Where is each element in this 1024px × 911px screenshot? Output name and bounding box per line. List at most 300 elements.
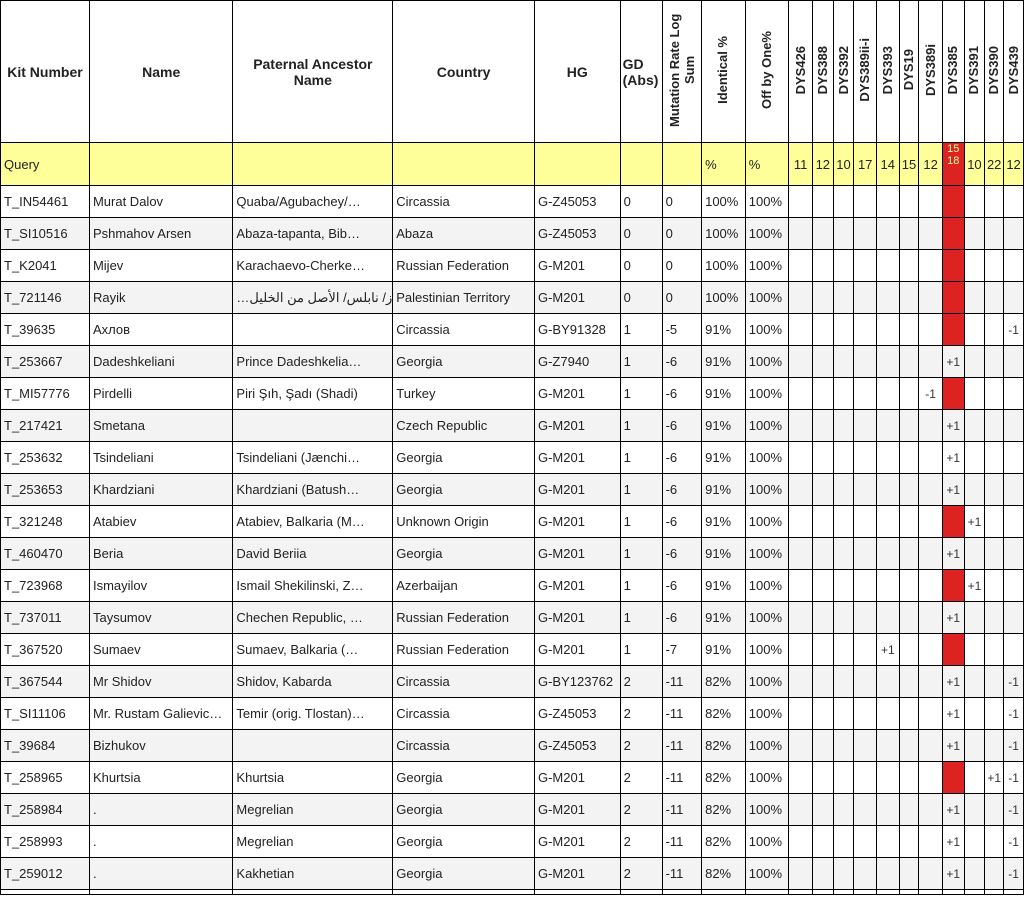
dys391-cell: [964, 346, 985, 378]
col-header-dys426[interactable]: DYS426: [789, 1, 813, 143]
hg-cell: G-BY123762: [534, 666, 620, 698]
paternal-ancestor-cell: Karachaevo-Cherke…: [233, 250, 393, 282]
dys439-cell: [1004, 474, 1024, 506]
name-cell: Mijev: [89, 250, 232, 282]
dys388-cell: [812, 634, 833, 666]
dys390-cell: [985, 282, 1004, 314]
dys385-mismatch-marker: [942, 378, 964, 410]
kit-number-cell[interactable]: T_258993: [1, 826, 90, 858]
query-dys389ii-i: 17: [854, 143, 877, 186]
dys385-cell: +1: [942, 698, 964, 730]
dys388-cell: [812, 250, 833, 282]
identical-cell: 91%: [702, 314, 746, 346]
identical-cell: 100%: [702, 250, 746, 282]
gd-cell: 1: [620, 602, 662, 634]
table-row[interactable]: [1, 858, 1024, 890]
kit-number-cell[interactable]: T_253667: [1, 346, 90, 378]
mutation-rate-cell: -6: [662, 410, 702, 442]
dys390-cell: +1: [985, 762, 1004, 794]
table-row[interactable]: [1, 826, 1024, 858]
kit-number-cell[interactable]: T_721146: [1, 282, 90, 314]
dys390-cell: [985, 698, 1004, 730]
partial-cell: [1004, 890, 1024, 895]
dys439-cell: [1004, 634, 1024, 666]
table-row[interactable]: [1, 378, 1024, 410]
table-row[interactable]: [1, 186, 1024, 218]
dys385-mismatch-marker: [942, 218, 964, 250]
dys426-cell: [789, 730, 813, 762]
dys385-cell: +1: [942, 410, 964, 442]
dys391-cell: [964, 730, 985, 762]
table-row[interactable]: [1, 794, 1024, 826]
dys392-cell: [833, 346, 854, 378]
dys389i-cell: [919, 666, 943, 698]
dys390-cell: [985, 570, 1004, 602]
paternal-ancestor-cell: [233, 410, 393, 442]
dys393-cell: [876, 186, 899, 218]
name-cell: Khardziani: [89, 474, 232, 506]
dys426-cell: [789, 570, 813, 602]
dys426-cell: [789, 218, 813, 250]
dys389i-cell: [919, 730, 943, 762]
col-header-dys388[interactable]: DYS388: [812, 1, 833, 143]
hg-cell: G-M201: [534, 250, 620, 282]
paternal-ancestor-cell: Prince Dadeshkelia…: [233, 346, 393, 378]
query-cell: [620, 143, 662, 186]
query-cell: [393, 143, 535, 186]
col-header-hg[interactable]: HG: [534, 1, 620, 143]
dys426-cell: [789, 346, 813, 378]
country-cell: Czech Republic: [393, 410, 535, 442]
dys388-cell: [812, 794, 833, 826]
off-by-one-cell: 100%: [745, 218, 789, 250]
dys426-cell: [789, 538, 813, 570]
col-header-dys393[interactable]: DYS393: [876, 1, 899, 143]
hg-cell: G-Z45053: [534, 698, 620, 730]
name-cell: Tsindeliani: [89, 442, 232, 474]
dys390-cell: [985, 442, 1004, 474]
identical-cell: 82%: [702, 762, 746, 794]
dys385-mismatch-marker: [942, 506, 964, 538]
dys388-cell: [812, 730, 833, 762]
col-header-dys439[interactable]: DYS439: [1004, 1, 1024, 143]
dys389ii-i-cell: [854, 858, 877, 890]
dys439-cell: -1: [1004, 698, 1024, 730]
col-header-mutation-rate[interactable]: Mutation Rate Log Sum: [662, 1, 702, 143]
off-by-one-cell: 100%: [745, 410, 789, 442]
table-row[interactable]: [1, 474, 1024, 506]
dys426-cell: [789, 186, 813, 218]
dys389i-cell: -1: [919, 378, 943, 410]
country-cell: Turkey: [393, 378, 535, 410]
table-row[interactable]: [1, 570, 1024, 602]
mutation-rate-cell: -11: [662, 858, 702, 890]
off-by-one-cell: 100%: [745, 442, 789, 474]
dys391-cell: [964, 826, 985, 858]
col-header-dys19[interactable]: DYS19: [899, 1, 919, 143]
identical-cell: 91%: [702, 474, 746, 506]
dys389ii-i-cell: [854, 218, 877, 250]
dys389ii-i-cell: [854, 666, 877, 698]
dys389i-cell: [919, 538, 943, 570]
name-cell: Atabiev: [89, 506, 232, 538]
dys391-cell: [964, 762, 985, 794]
country-cell: Georgia: [393, 762, 535, 794]
identical-cell: 91%: [702, 634, 746, 666]
hg-cell: G-M201: [534, 410, 620, 442]
dys392-cell: [833, 826, 854, 858]
table-row[interactable]: [1, 666, 1024, 698]
table-row[interactable]: [1, 282, 1024, 314]
dys388-cell: [812, 186, 833, 218]
dys390-cell: [985, 826, 1004, 858]
col-header-paternal-ancestor[interactable]: Paternal Ancestor Name: [233, 1, 393, 143]
name-cell: Pirdelli: [89, 378, 232, 410]
col-header-dys385[interactable]: DYS385: [942, 1, 964, 143]
kit-number-cell[interactable]: T_723968: [1, 570, 90, 602]
partial-cell: [233, 890, 393, 895]
hg-cell: G-M201: [534, 602, 620, 634]
query-cell: [534, 143, 620, 186]
dys389i-cell: [919, 186, 943, 218]
table-row[interactable]: [1, 730, 1024, 762]
name-cell: Dadeshkeliani: [89, 346, 232, 378]
gd-cell: 0: [620, 282, 662, 314]
table-row[interactable]: [1, 698, 1024, 730]
kit-number-cell[interactable]: T_IN54461: [1, 186, 90, 218]
name-cell: Smetana: [89, 410, 232, 442]
mutation-rate-cell: -6: [662, 346, 702, 378]
paternal-ancestor-cell: Sumaev, Balkaria (…: [233, 634, 393, 666]
col-header-dys392[interactable]: DYS392: [833, 1, 854, 143]
dys388-cell: [812, 218, 833, 250]
dys392-cell: [833, 634, 854, 666]
partial-cell: [854, 890, 877, 895]
dys426-cell: [789, 314, 813, 346]
table-row[interactable]: [1, 410, 1024, 442]
mutation-rate-cell: -11: [662, 698, 702, 730]
dys19-cell: [899, 634, 919, 666]
partial-cell: [876, 890, 899, 895]
dys19-cell: [899, 378, 919, 410]
dys389i-cell: [919, 602, 943, 634]
identical-cell: 82%: [702, 858, 746, 890]
table-row[interactable]: [1, 762, 1024, 794]
kit-number-cell[interactable]: T_258965: [1, 762, 90, 794]
dys391-cell: [964, 698, 985, 730]
identical-cell: 91%: [702, 506, 746, 538]
dys392-cell: [833, 794, 854, 826]
mutation-rate-cell: -11: [662, 826, 702, 858]
mutation-rate-cell: -6: [662, 538, 702, 570]
query-dys389i: 12: [919, 143, 943, 186]
dys19-cell: [899, 186, 919, 218]
hg-cell: G-M201: [534, 538, 620, 570]
kit-number-cell[interactable]: T_39684: [1, 730, 90, 762]
country-cell: Circassia: [393, 314, 535, 346]
dys391-cell: [964, 602, 985, 634]
name-cell: Bizhukov: [89, 730, 232, 762]
identical-cell: 82%: [702, 794, 746, 826]
dys19-cell: [899, 698, 919, 730]
name-cell: Mr. Rustam Galievic…: [89, 698, 232, 730]
off-by-one-cell: 100%: [745, 826, 789, 858]
query-off-by-one: %: [745, 143, 789, 186]
query-label: Query: [1, 143, 90, 186]
mutation-rate-cell: -11: [662, 762, 702, 794]
dys391-cell: [964, 378, 985, 410]
dys385-cell: +1: [942, 858, 964, 890]
dys389i-cell: [919, 634, 943, 666]
dys391-cell: [964, 442, 985, 474]
identical-cell: 91%: [702, 410, 746, 442]
kit-number-cell[interactable]: T_K2041: [1, 250, 90, 282]
dys390-cell: [985, 314, 1004, 346]
table-row[interactable]: [1, 250, 1024, 282]
partial-cell: [964, 890, 985, 895]
paternal-ancestor-cell: Megrelian: [233, 826, 393, 858]
country-cell: Georgia: [393, 826, 535, 858]
table-row[interactable]: [1, 442, 1024, 474]
kit-number-cell[interactable]: T_SI10516: [1, 218, 90, 250]
kit-number-cell[interactable]: T_259012: [1, 858, 90, 890]
kit-number-cell[interactable]: T_253632: [1, 442, 90, 474]
off-by-one-cell: 100%: [745, 602, 789, 634]
name-cell: Taysumov: [89, 602, 232, 634]
dys426-cell: [789, 250, 813, 282]
dys392-cell: [833, 538, 854, 570]
query-dys385: 15 18: [942, 143, 964, 186]
paternal-ancestor-cell: Chechen Republic, …: [233, 602, 393, 634]
dys426-cell: [789, 826, 813, 858]
kit-number-cell[interactable]: T_258984: [1, 794, 90, 826]
dys390-cell: [985, 378, 1004, 410]
paternal-ancestor-cell: David Beriia: [233, 538, 393, 570]
paternal-ancestor-cell: [233, 314, 393, 346]
table-row[interactable]: [1, 314, 1024, 346]
off-by-one-cell: 100%: [745, 250, 789, 282]
mutation-rate-cell: -6: [662, 474, 702, 506]
dys439-cell: -1: [1004, 794, 1024, 826]
dys389ii-i-cell: [854, 378, 877, 410]
dys390-cell: [985, 634, 1004, 666]
off-by-one-cell: 100%: [745, 314, 789, 346]
col-header-kit-number[interactable]: Kit Number: [1, 1, 90, 143]
kit-number-cell[interactable]: T_367520: [1, 634, 90, 666]
kit-number-cell[interactable]: T_MI57776: [1, 378, 90, 410]
identical-cell: 91%: [702, 538, 746, 570]
partial-cell: [662, 890, 702, 895]
col-header-identical[interactable]: Identical %: [702, 1, 746, 143]
dys389ii-i-cell: [854, 442, 877, 474]
query-row: [1, 143, 1024, 186]
off-by-one-cell: 100%: [745, 762, 789, 794]
kit-number-cell[interactable]: T_217421: [1, 410, 90, 442]
dys439-cell: -1: [1004, 730, 1024, 762]
identical-cell: 82%: [702, 698, 746, 730]
partial-cell: [702, 890, 746, 895]
dys391-cell: [964, 538, 985, 570]
dys392-cell: [833, 666, 854, 698]
dys393-cell: +1: [876, 634, 899, 666]
hg-cell: G-M201: [534, 794, 620, 826]
partial-cell: [942, 890, 964, 895]
dys393-cell: [876, 410, 899, 442]
hg-cell: G-M201: [534, 442, 620, 474]
dys390-cell: [985, 730, 1004, 762]
country-cell: Georgia: [393, 858, 535, 890]
dys389ii-i-cell: [854, 826, 877, 858]
col-header-name[interactable]: Name: [89, 1, 232, 143]
name-cell: Beria: [89, 538, 232, 570]
dys389i-cell: [919, 346, 943, 378]
kit-number-cell[interactable]: T_321248: [1, 506, 90, 538]
hg-cell: G-Z45053: [534, 730, 620, 762]
table-row[interactable]: [1, 634, 1024, 666]
dys385-mismatch-marker: [942, 762, 964, 794]
partial-cell: [745, 890, 789, 895]
paternal-ancestor-cell: Piri Şıh, Şadı (Shadi): [233, 378, 393, 410]
dys393-cell: [876, 794, 899, 826]
hg-cell: G-M201: [534, 858, 620, 890]
dys388-cell: [812, 474, 833, 506]
col-header-country[interactable]: Country: [393, 1, 535, 143]
dys389i-cell: [919, 314, 943, 346]
identical-cell: 91%: [702, 602, 746, 634]
paternal-ancestor-cell: Shidov, Kabarda: [233, 666, 393, 698]
gd-cell: 2: [620, 666, 662, 698]
dys426-cell: [789, 474, 813, 506]
query-identical: %: [702, 143, 746, 186]
dys392-cell: [833, 762, 854, 794]
col-header-dys390[interactable]: DYS390: [985, 1, 1004, 143]
dys439-cell: [1004, 378, 1024, 410]
dys393-cell: [876, 858, 899, 890]
dys19-cell: [899, 666, 919, 698]
dys19-cell: [899, 858, 919, 890]
col-header-off-by-one[interactable]: Off by One%: [745, 1, 789, 143]
query-dys439: 12: [1004, 143, 1024, 186]
dys393-cell: [876, 506, 899, 538]
identical-cell: 91%: [702, 570, 746, 602]
name-cell: Rayik: [89, 282, 232, 314]
dys393-cell: [876, 218, 899, 250]
gd-cell: 2: [620, 698, 662, 730]
dys426-cell: [789, 282, 813, 314]
mutation-rate-cell: -11: [662, 794, 702, 826]
dys385-mismatch-marker: [942, 250, 964, 282]
dys389i-cell: [919, 762, 943, 794]
col-header-gd[interactable]: GD (Abs): [620, 1, 662, 143]
paternal-ancestor-cell: Khurtsia: [233, 762, 393, 794]
dys393-cell: [876, 666, 899, 698]
dys389ii-i-cell: [854, 634, 877, 666]
gd-cell: 0: [620, 186, 662, 218]
name-cell: .: [89, 858, 232, 890]
kit-number-cell[interactable]: T_SI11106: [1, 698, 90, 730]
dys439-cell: -1: [1004, 762, 1024, 794]
dys393-cell: [876, 538, 899, 570]
dys426-cell: [789, 634, 813, 666]
query-dys391: 10: [964, 143, 985, 186]
dys19-cell: [899, 218, 919, 250]
name-cell: Murat Dalov: [89, 186, 232, 218]
identical-cell: 91%: [702, 346, 746, 378]
off-by-one-cell: 100%: [745, 570, 789, 602]
identical-cell: 82%: [702, 826, 746, 858]
query-dys390: 22: [985, 143, 1004, 186]
table-row-partial: [1, 890, 1024, 895]
hg-cell: G-M201: [534, 634, 620, 666]
kit-number-cell[interactable]: T_460470: [1, 538, 90, 570]
dys19-cell: [899, 506, 919, 538]
col-header-dys389ii-i[interactable]: DYS389ii-i: [854, 1, 877, 143]
table-row[interactable]: [1, 346, 1024, 378]
dys391-cell: [964, 282, 985, 314]
dys392-cell: [833, 410, 854, 442]
query-dys19: 15: [899, 143, 919, 186]
dys393-cell: [876, 314, 899, 346]
identical-cell: 100%: [702, 186, 746, 218]
hg-cell: G-M201: [534, 570, 620, 602]
mutation-rate-cell: -6: [662, 506, 702, 538]
kit-number-cell[interactable]: T_39635: [1, 314, 90, 346]
country-cell: Circassia: [393, 698, 535, 730]
hg-cell: G-M201: [534, 506, 620, 538]
dys388-cell: [812, 282, 833, 314]
off-by-one-cell: 100%: [745, 538, 789, 570]
hg-cell: G-M201: [534, 762, 620, 794]
dys393-cell: [876, 698, 899, 730]
table-row[interactable]: [1, 506, 1024, 538]
kit-number-cell[interactable]: T_253653: [1, 474, 90, 506]
dys393-cell: [876, 474, 899, 506]
dys393-cell: [876, 570, 899, 602]
dys439-cell: [1004, 218, 1024, 250]
dys392-cell: [833, 314, 854, 346]
col-header-dys389i[interactable]: DYS389i: [919, 1, 943, 143]
col-header-dys391[interactable]: DYS391: [964, 1, 985, 143]
paternal-ancestor-cell: Temir (orig. Tlostan)…: [233, 698, 393, 730]
dys393-cell: [876, 282, 899, 314]
partial-cell: [1, 890, 90, 895]
table-row[interactable]: [1, 538, 1024, 570]
identical-cell: 100%: [702, 282, 746, 314]
table-row[interactable]: [1, 602, 1024, 634]
dys391-cell: [964, 186, 985, 218]
dys393-cell: [876, 442, 899, 474]
partial-cell: [393, 890, 535, 895]
dys389i-cell: [919, 858, 943, 890]
paternal-ancestor-cell: Quaba/Agubachey/…: [233, 186, 393, 218]
paternal-ancestor-cell: Abaza-tapanta, Bib…: [233, 218, 393, 250]
table-row[interactable]: [1, 218, 1024, 250]
dys389i-cell: [919, 250, 943, 282]
country-cell: Azerbaijan: [393, 570, 535, 602]
dys388-cell: [812, 506, 833, 538]
dys426-cell: [789, 378, 813, 410]
kit-number-cell[interactable]: T_737011: [1, 602, 90, 634]
query-cell: [662, 143, 702, 186]
dys389i-cell: [919, 218, 943, 250]
off-by-one-cell: 100%: [745, 186, 789, 218]
dys19-cell: [899, 410, 919, 442]
dys389ii-i-cell: [854, 186, 877, 218]
dys19-cell: [899, 442, 919, 474]
off-by-one-cell: 100%: [745, 506, 789, 538]
kit-number-cell[interactable]: T_367544: [1, 666, 90, 698]
dys439-cell: [1004, 250, 1024, 282]
